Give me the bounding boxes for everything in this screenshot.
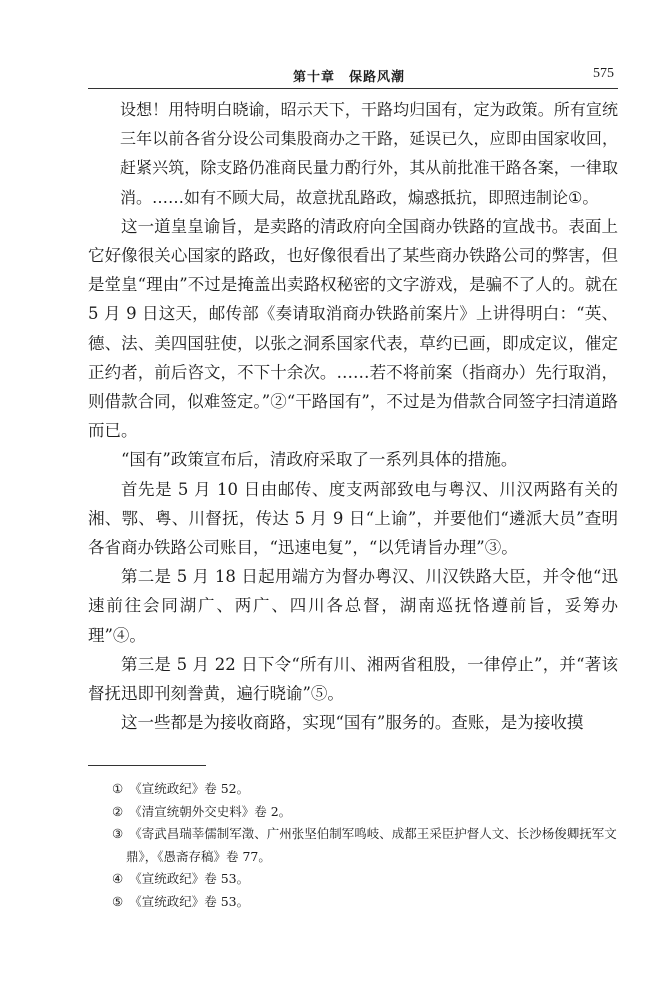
running-header [88, 64, 618, 89]
paragraph-1: 这一道皇皇谕旨，是卖路的清政府向全国商办铁路的宣战书。表面上它好像很关心国家的路政，也好像很看出了某些商办铁路公司的弊害，但是堂皇“理由”不过是掩盖出卖路权秘密的文字游戏，是骗不了人的。就在 5 月 9 日这天，邮传部《奏请取消商办铁路前案片》上讲得明白：“英、德、法、美四国驻使，以张之洞系国家代表，草约已画，即成定议，催定正约者，前后咨文，不下十余次。……若不将前案（指商办）先行取消，则借款合同，似难签定。”②“干路国有”，不过是为借款合同签字扫清道路而已。 [88, 216, 618, 441]
main-text [88, 95, 618, 737]
footnote [88, 823, 618, 868]
footnote-mark: ④ [112, 871, 124, 886]
paragraph-5: 第三是 5 月 22 日下令“所有川、湘两省租股，一律停止”，并“著该督抚迅即刊刻誊黄，遍行晓谕”⑤。 [88, 654, 618, 704]
footnote-divider [88, 765, 206, 766]
footnote [88, 868, 618, 891]
page-number: 575 [593, 66, 614, 81]
footnote-text: 《宣统政纪》卷 53。 [129, 893, 250, 909]
paragraph-6: 这一些都是为接收商路，实现“国有”服务的。查账，是为接收摸 [121, 713, 584, 733]
paragraph-3: 首先是 5 月 10 日由邮传、度支两部致电与粤汉、川汉两路有关的湘、鄂、粤、川督抚，传达 5 月 9 日“上谕”，并要他们“遴派大员”查明各省商办铁路公司账目，“迅速电复”，“以凭请旨办理”③。 [88, 479, 618, 558]
footnote-mark: ① [112, 781, 124, 796]
footnote [88, 801, 618, 824]
paragraph-2: “国有”政策宣布后，清政府采取了一系列具体的措施。 [121, 450, 518, 470]
footnote-mark: ② [112, 803, 124, 819]
paragraph-4: 第二是 5 月 18 日起用端方为督办粤汉、川汉铁路大臣，并令他“迅速前往会同湖广、两广、四川各总督，湖南巡抚恪遵前旨，妥筹办理”④。 [88, 567, 618, 645]
footnote-text: 《宣统政纪》卷 52。 [129, 781, 250, 796]
footnote-text: 《宣统政纪》卷 53。 [129, 871, 250, 886]
footnotes [88, 778, 618, 913]
footnote-mark: ③ [112, 826, 124, 841]
footnote-text: 《寄武昌瑞莘儒制军澂、广州张坚伯制军鸣岐、成都王采臣护督人文、长沙杨俊卿抚军文鼎》，《愚斋存稿》卷 77。 [126, 826, 617, 864]
footnote-text: 《清宣统朝外交史料》卷 2。 [129, 803, 292, 819]
footnote-mark: ⑤ [112, 893, 124, 909]
chapter-title: 第十章 保路风潮 [293, 70, 406, 85]
edict-quote: 设想！用特明白晓谕，昭示天下，干路均归国有，定为政策。所有宣统三年以前各省分设公司集股商办之干路，延误已久，应即由国家收回，赶紧兴筑，除支路仍准商民量力酌行外，其从前批准干路各案，一律取消。……如有不顾大局，故意扰乱路政，煽惑抵抗，即照违制论①。 [120, 100, 618, 207]
footnote [88, 778, 618, 801]
footnote [88, 891, 618, 914]
